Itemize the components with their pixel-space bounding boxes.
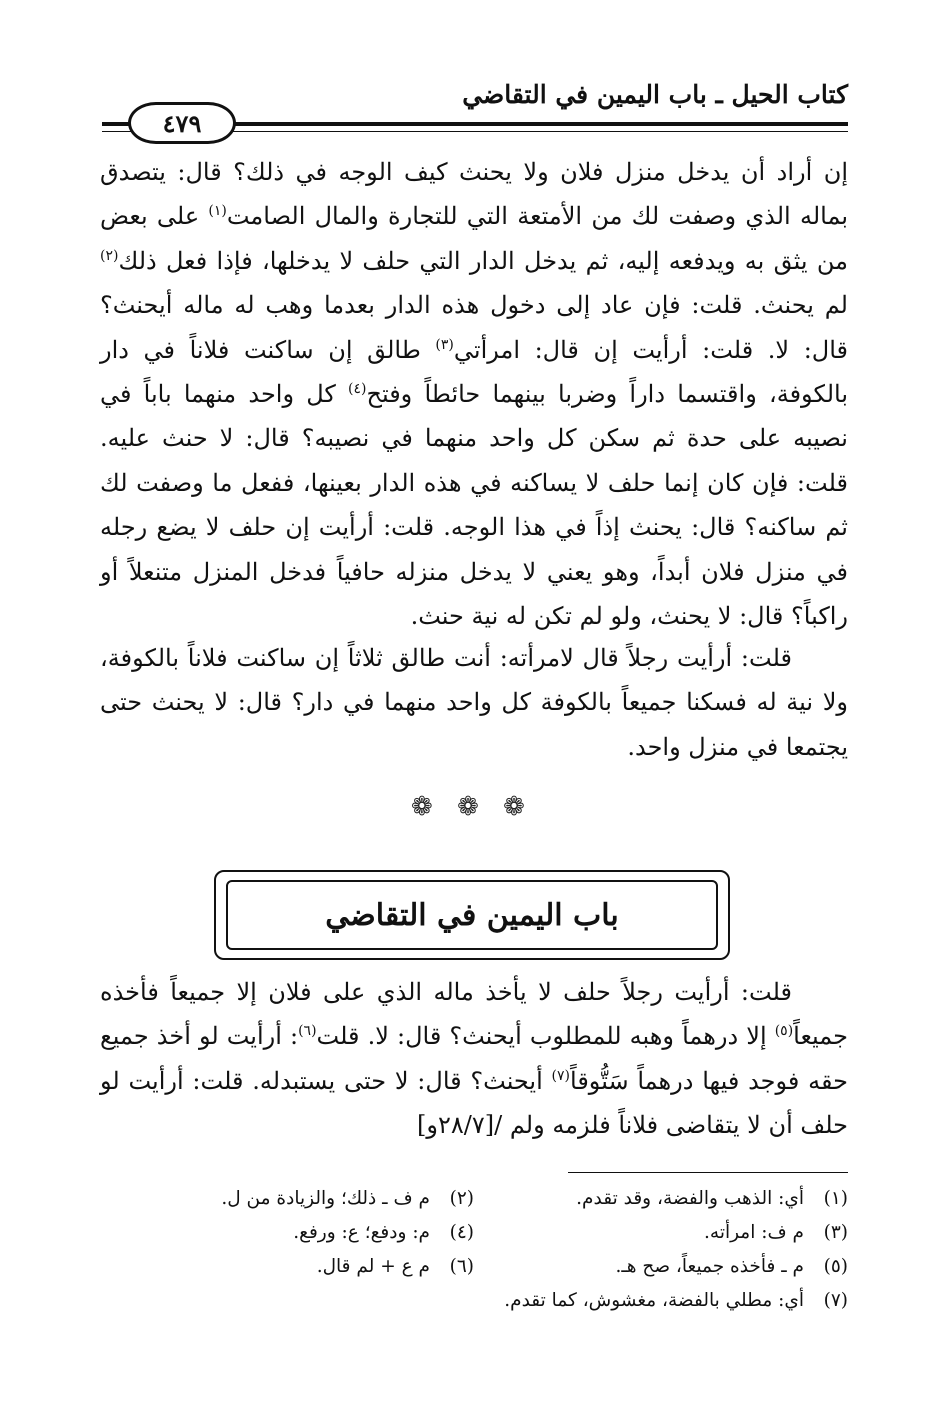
footnote-number: (٥) xyxy=(823,1256,848,1277)
footnote-5 xyxy=(474,1250,848,1284)
footnote-6 xyxy=(100,1250,474,1284)
footnote-row xyxy=(100,1216,848,1250)
footnote-3 xyxy=(474,1216,848,1250)
text-run: إن أراد أن يدخل منزل فلان ولا يحنث كيف الوجه في ذلك؟ قال: يتصدق بماله الذي وصفت لك من الأمتعة التي للتجارة والمال الصامت xyxy=(100,158,848,231)
footnote-ref-3: (٣) xyxy=(435,336,454,353)
footnote-number: (٦) xyxy=(449,1256,474,1277)
text-run: أيحنث؟ قال: لا حتى يستبدله. قلت: أرأيت لو حلف أن لا يتقاضى فلاناً فلزمه ولم /[٢٨/٧و] xyxy=(100,1066,848,1140)
section-separator: ❁ ❁ ❁ xyxy=(411,792,533,822)
footnote-text: أي: مطلي بالفضة، مغشوش، كما تقدم. xyxy=(504,1290,804,1311)
text-run: : أرأيت لو أخذ جميع حقه فوجد فيها درهماً سَتُّوقاً xyxy=(100,1022,848,1095)
text-run: قلت: أرأيت رجلاً حلف لا يأخذ ماله الذي على فلان إلا جميعاً فأخذه جميعاً xyxy=(100,978,848,1051)
footnote-number: (٤) xyxy=(449,1222,474,1243)
footnote-row xyxy=(100,1250,848,1284)
paragraph-2 xyxy=(100,636,848,769)
footnote-text: م ف: امرأته. xyxy=(704,1222,804,1243)
footnote-ref-6: (٦) xyxy=(298,1023,317,1040)
footnote-row xyxy=(100,1284,848,1318)
footnote-4 xyxy=(100,1216,474,1250)
footnote-text: م ع + لم قال. xyxy=(316,1256,430,1277)
footnote-ref-1: (١) xyxy=(208,203,227,220)
footnote-ref-2: (٢) xyxy=(100,247,119,264)
footnote-rule xyxy=(568,1172,848,1173)
page-number: ٤٧٩ xyxy=(128,102,236,144)
paragraph-3 xyxy=(100,970,848,1148)
footnote-number: (٧) xyxy=(823,1290,848,1311)
paragraph-1 xyxy=(100,150,848,638)
footnote-row xyxy=(100,1182,848,1216)
footnote-2 xyxy=(100,1182,474,1216)
footnote-text: م ف ـ ذلك؛ والزيادة من ل. xyxy=(221,1188,430,1209)
footnote-ref-4: (٤) xyxy=(348,381,367,398)
footnotes xyxy=(100,1182,848,1318)
text-run: طالق إن ساكنت فلاناً في دار بالكوفة، واقتسما داراً وضربا بينهما حائطاً وفتح xyxy=(100,335,849,409)
footnote-ref-7: (٧) xyxy=(551,1067,571,1084)
footnote-number: (٣) xyxy=(823,1222,848,1243)
text-run: على بعض من يثق به ويدفعه إليه، ثم يدخل الدار التي حلف لا يدخلها، فإذا فعل ذلك xyxy=(100,202,848,275)
chapter-title: باب اليمين في التقاضي xyxy=(226,880,718,950)
footnote-ref-5: (٥) xyxy=(774,1023,794,1040)
text-run: قلت: أرأيت رجلاً قال لامرأته: أنت طالق ثلاثاً إن ساكنت فلاناً بالكوفة، ولا نية له فسكنا جميعاً بالكوفة كل واحد منهما في دار؟ قال: لا يحنث حتى يجتمعا في منزل واحد. xyxy=(100,644,848,761)
footnote-number: (٢) xyxy=(449,1188,474,1209)
text-run: إلا درهماً وهبه للمطلوب أيحنث؟ قال: لا. قلت xyxy=(316,1022,775,1051)
text-run: لم يحنث. قلت: فإن عاد إلى دخول هذه الدار بعدما وهب له ماله أيحنث؟ قال: لا. قلت: أرأيت إن قال: امرأتي xyxy=(100,291,848,364)
footnote-text: م ـ فأخذه جميعاً، صح هـ. xyxy=(615,1256,804,1277)
footnote-text: أي: الذهب والفضة، وقد تقدم. xyxy=(576,1188,804,1209)
footnote-7 xyxy=(100,1284,848,1318)
footnote-number: (١) xyxy=(823,1188,848,1209)
footnote-1 xyxy=(474,1182,848,1216)
text-run: كل واحد منهما باباً في نصيبه على حدة ثم سكن كل واحد منهما في نصيبه؟ قال: لا حنث عليه. قلت: فإن كان إنما حلف لا يساكنه في هذه الدار بعينها، ففعل ما وصفت لك ثم ساكنه؟ قال: يحنث إذاً في هذا الوجه. قلت: أرأيت إن حلف لا يضع رجله في منزل فلان أبداً، وهو يعني لا يدخل منزله حافياً فدخل المنزل متنعلاً أو راكباً؟ قال: لا يحنث، ولو لم تكن له نية حنث. xyxy=(100,380,848,631)
footnote-text: م: ودفع؛ ع: ورفع. xyxy=(293,1222,430,1243)
running-header-title: كتاب الحيل ـ باب اليمين في التقاضي xyxy=(462,80,848,109)
